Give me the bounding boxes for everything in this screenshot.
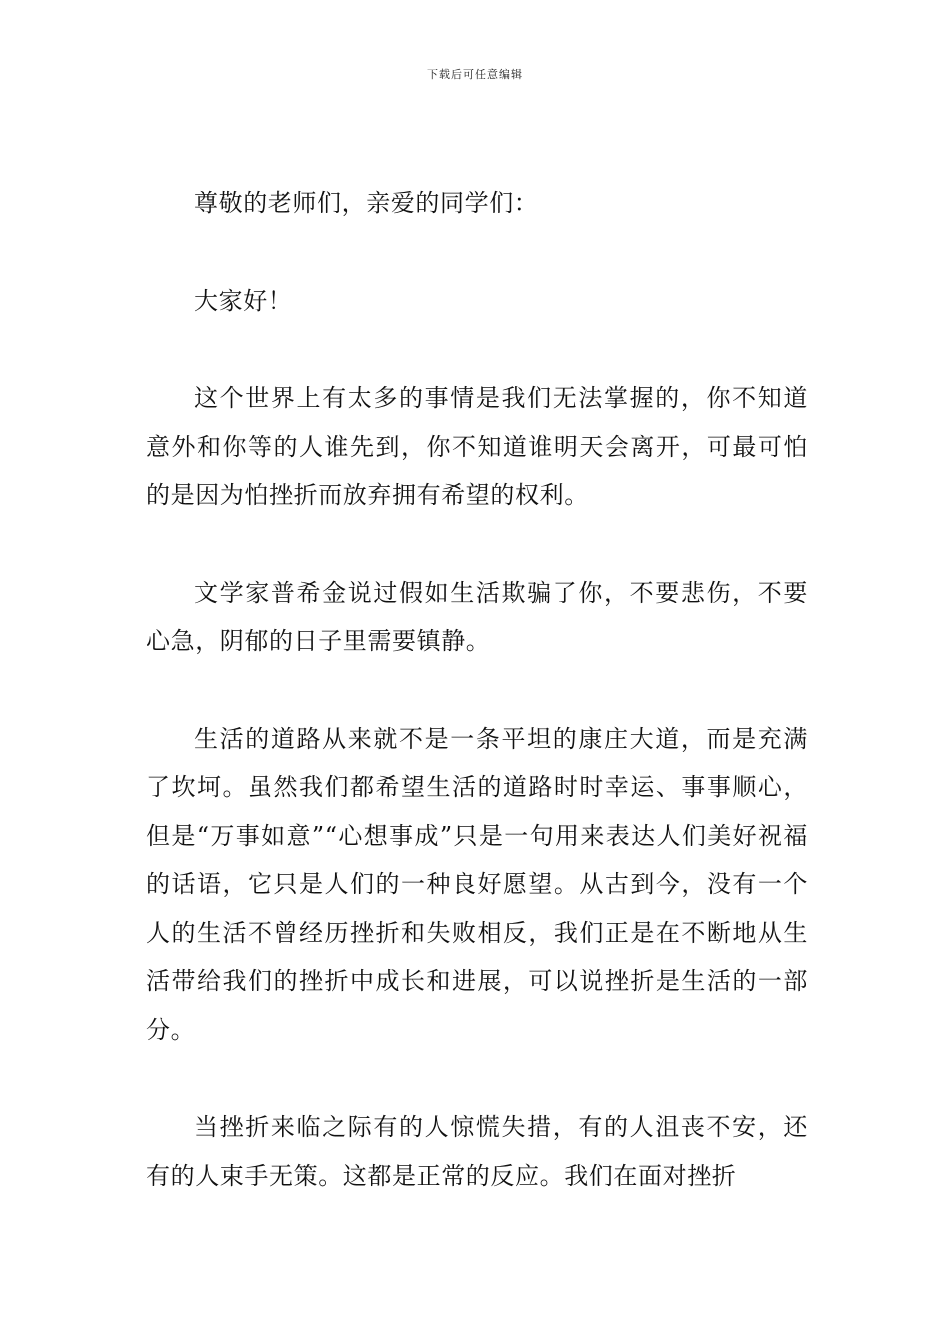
paragraph-intro: 这个世界上有太多的事情是我们无法掌握的，你不知道意外和你等的人谁先到，你不知道谁明天会离开，可最可怕的是因为怕挫折而放弃拥有希望的权利。 <box>146 384 808 509</box>
paragraph-facing-setbacks: 当挫折来临之际有的人惊慌失措，有的人沮丧不安，还有的人束手无策。这都是正常的反应。我们在面对挫折 <box>146 1113 808 1190</box>
paragraph-life-road: 生活的道路从来就不是一条平坦的康庄大道，而是充满了坎坷。虽然我们都希望生活的道路时时幸运、事事顺心，但是“万事如意”“心想事成”只是一句用来表达人们美好祝福的话语，它只是人们的一种良好愿望。从古到今，没有一个人的生活不曾经历挫折和失败相反，我们正是在不断地从生活带给我们的挫折中成长和进展，可以说挫折是生活的一部分。 <box>146 724 808 1044</box>
paragraph-hello: 大家好！ <box>194 286 293 315</box>
paragraph-greeting: 尊敬的老师们，亲爱的同学们： <box>194 189 539 217</box>
header-note: 下载后可任意编辑 <box>427 68 523 81</box>
paragraph-pushkin: 文学家普希金说过假如生活欺骗了你，不要悲伤，不要心急，阴郁的日子里需要镇静。 <box>146 578 808 655</box>
document-body <box>146 179 808 1200</box>
